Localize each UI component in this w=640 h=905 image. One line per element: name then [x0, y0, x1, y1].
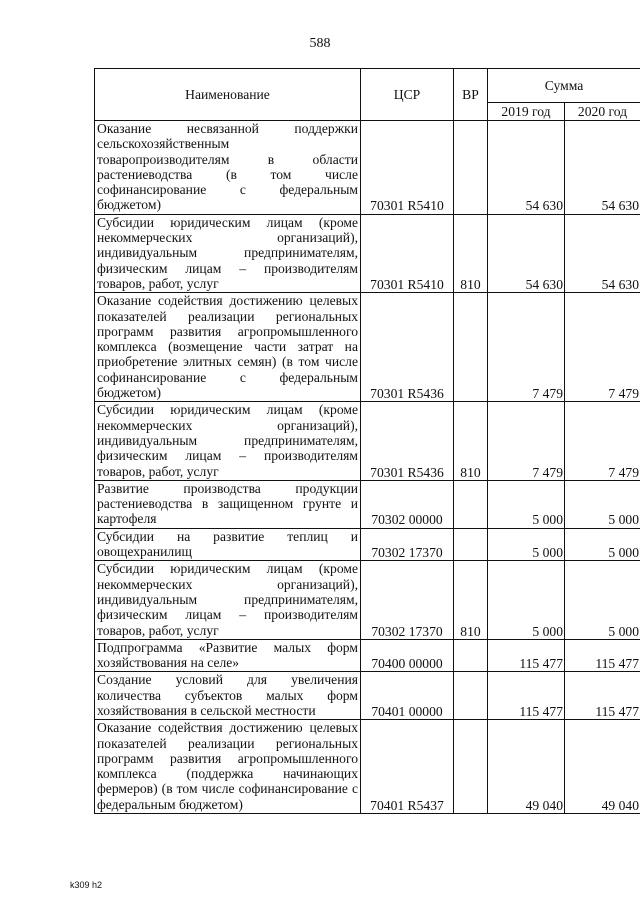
table-row [95, 528, 640, 561]
row-sum-2020: 54 630 [565, 214, 640, 292]
row-name: Оказание содействия достижению целевых показателей реализации региональных программ развития агропромышленного комплекса (поддержка начинающих фермеров) (в том числе софинансирование с федеральным бюджетом) [95, 720, 361, 814]
header-name: Наименование [95, 69, 361, 121]
row-sum-2019: 5 000 [488, 528, 565, 561]
row-csr-code: 70400 00000 [361, 639, 454, 672]
row-sum-2020: 115 477 [565, 672, 640, 720]
header-vr: ВР [454, 69, 488, 121]
row-vr-code [454, 639, 488, 672]
row-csr-code: 70302 17370 [361, 561, 454, 639]
row-vr-code: 810 [454, 402, 488, 480]
row-csr-code: 70302 00000 [361, 480, 454, 528]
row-sum-2020: 5 000 [565, 480, 640, 528]
row-name: Развитие производства продукции растениеводства в защищенном грунте и картофеля [95, 480, 361, 528]
row-sum-2019: 115 477 [488, 639, 565, 672]
row-vr-code [454, 528, 488, 561]
row-sum-2019: 5 000 [488, 561, 565, 639]
table-row [95, 402, 640, 480]
table-row [95, 480, 640, 528]
table-row [95, 121, 640, 215]
row-vr-code [454, 480, 488, 528]
row-name: Оказание содействия достижению целевых показателей реализации региональных программ развития агропромышленного комплекса (возмещение части затрат на приобретение элитных семян) (в том числе софинансирование с федеральным бюджетом) [95, 293, 361, 402]
row-csr-code: 70301 R5436 [361, 293, 454, 402]
row-sum-2019: 5 000 [488, 480, 565, 528]
row-vr-code [454, 121, 488, 215]
row-vr-code: 810 [454, 561, 488, 639]
header-sum: Сумма [488, 69, 640, 103]
page-number: 588 [309, 36, 331, 51]
header-year-2020: 2020 год [565, 103, 640, 121]
row-sum-2019: 7 479 [488, 402, 565, 480]
row-sum-2019: 54 630 [488, 121, 565, 215]
row-csr-code: 70301 R5410 [361, 121, 454, 215]
header-year-2019: 2019 год [488, 103, 565, 121]
row-vr-code [454, 293, 488, 402]
row-name: Создание условий для увеличения количества субъектов малых форм хозяйствования в сельской местности [95, 672, 361, 720]
row-sum-2020: 5 000 [565, 561, 640, 639]
row-csr-code: 70301 R5436 [361, 402, 454, 480]
table-row [95, 672, 640, 720]
budget-table [94, 68, 640, 814]
row-name: Субсидии на развитие теплиц и овощехранилищ [95, 528, 361, 561]
row-vr-code: 810 [454, 214, 488, 292]
row-vr-code [454, 672, 488, 720]
row-sum-2020: 115 477 [565, 639, 640, 672]
row-sum-2019: 7 479 [488, 293, 565, 402]
row-sum-2019: 49 040 [488, 720, 565, 814]
row-name: Субсидии юридическим лицам (кроме некоммерческих организаций), индивидуальным предпринимателям, физическим лицам – производителям товаров, работ, услуг [95, 402, 361, 480]
header-csr: ЦСР [361, 69, 454, 121]
table-row [95, 214, 640, 292]
row-sum-2020: 54 630 [565, 121, 640, 215]
row-vr-code [454, 720, 488, 814]
footer-code: k309 h2 [70, 880, 103, 890]
row-sum-2020: 5 000 [565, 528, 640, 561]
row-csr-code: 70302 17370 [361, 528, 454, 561]
table-body [95, 121, 640, 814]
table-row [95, 293, 640, 402]
row-name: Подпрограмма «Развитие малых форм хозяйствования на селе» [95, 639, 361, 672]
table-row [95, 720, 640, 814]
row-sum-2020: 7 479 [565, 402, 640, 480]
row-name: Оказание несвязанной поддержки сельскохозяйственным товаропроизводителям в области растениеводства (в том числе софинансирование с федеральным бюджетом) [95, 121, 361, 215]
row-sum-2019: 54 630 [488, 214, 565, 292]
row-csr-code: 70401 R5437 [361, 720, 454, 814]
table-row [95, 561, 640, 639]
row-csr-code: 70401 00000 [361, 672, 454, 720]
row-name: Субсидии юридическим лицам (кроме некоммерческих организаций), индивидуальным предпринимателям, физическим лицам – производителям товаров, работ, услуг [95, 561, 361, 639]
table-row [95, 639, 640, 672]
row-sum-2020: 49 040 [565, 720, 640, 814]
row-sum-2020: 7 479 [565, 293, 640, 402]
row-csr-code: 70301 R5410 [361, 214, 454, 292]
row-sum-2019: 115 477 [488, 672, 565, 720]
row-name: Субсидии юридическим лицам (кроме некоммерческих организаций), индивидуальным предпринимателям, физическим лицам – производителям товаров, работ, услуг [95, 214, 361, 292]
